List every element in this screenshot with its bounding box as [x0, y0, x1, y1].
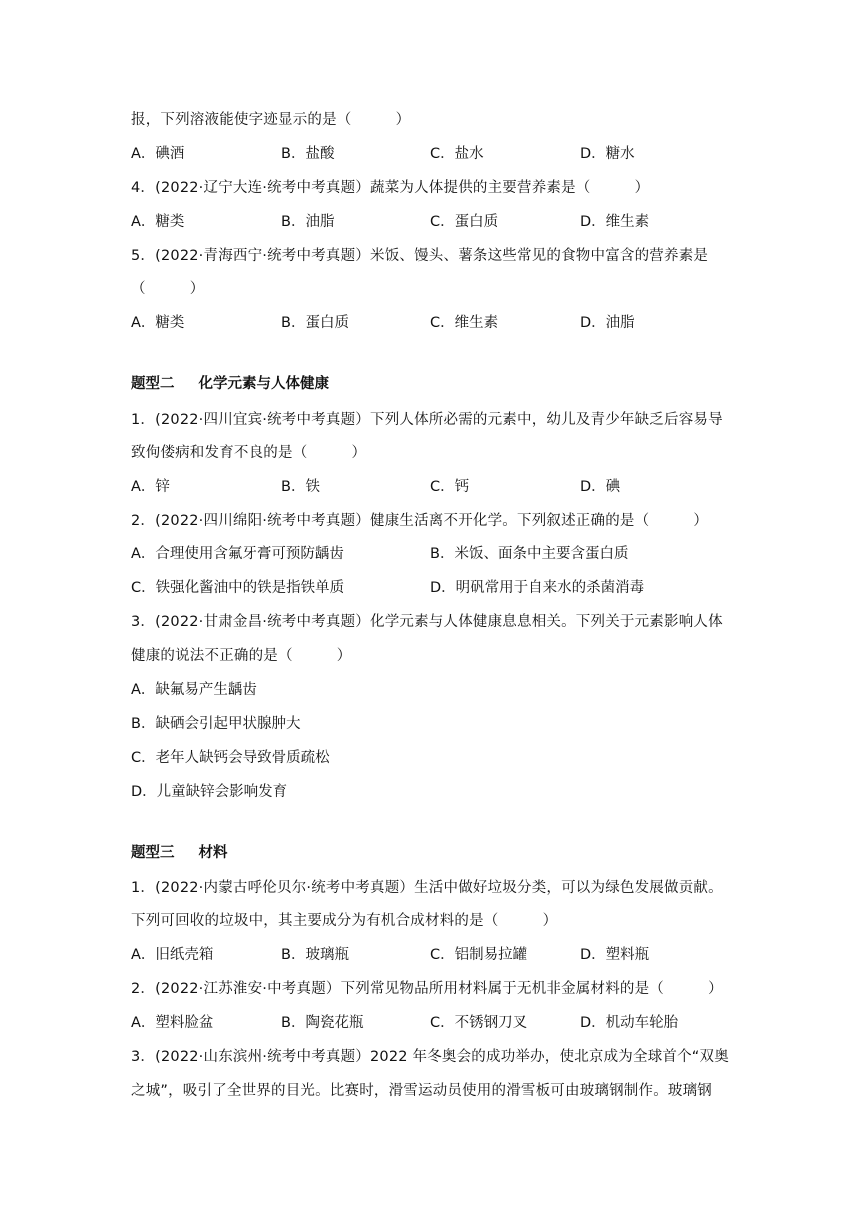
option-d: D．明矾常用于自来水的杀菌消毒 [430, 580, 645, 596]
section-heading [131, 374, 329, 394]
option-b: B．玻璃瓶 [281, 947, 349, 963]
option-a: A．旧纸壳箱 [131, 947, 214, 963]
option-c: C．不锈钢刀叉 [430, 1015, 528, 1031]
option-d: D．糖水 [580, 146, 635, 162]
option-a: A．糖类 [131, 214, 185, 230]
question-stem: 下列可回收的垃圾中，其主要成分为有机合成材料的是（ ） [131, 913, 558, 929]
question-stem: （ ） [131, 281, 205, 297]
question-stem: 健康的说法不正确的是（ ） [131, 648, 352, 664]
option-b: B．米饭、面条中主要含蛋白质 [430, 546, 629, 562]
option-a: A．糖类 [131, 315, 185, 331]
question-stem: 2．(2022·四川绵阳·统考中考真题）健康生活离不开化学。下列叙述正确的是（ ） [131, 513, 709, 529]
question-stem: 1．(2022·四川宜宾·统考中考真题）下列人体所必需的元素中，幼儿及青少年缺乏后容易导 [131, 412, 723, 428]
section-title: 化学元素与人体健康 [198, 376, 329, 392]
question-stem: 之城”，吸引了全世界的目光。比赛时，滑雪运动员使用的滑雪板可由玻璃钢制作。玻璃钢 [131, 1083, 713, 1099]
option-d: D．碘 [580, 479, 621, 495]
option-b: B．盐酸 [281, 146, 335, 162]
section-title: 材料 [198, 845, 228, 861]
intro-line: 报，下列溶液能使字迹显示的是（ ） [131, 112, 411, 128]
question-stem: 4．(2022·辽宁大连·统考中考真题）蔬菜为人体提供的主要营养素是（ ） [131, 180, 650, 196]
question-stem: 1．(2022·内蒙古呼伦贝尔·统考中考真题）生活中做好垃圾分类，可以为绿色发展做贡献。 [131, 880, 723, 896]
question-stem: 2．(2022·江苏淮安·中考真题）下列常见物品所用材料属于无机非金属材料的是（ ） [131, 981, 723, 997]
option-a: A．塑料脸盆 [131, 1015, 214, 1031]
option-c: C．维生素 [430, 315, 499, 331]
option-a: A．合理使用含氟牙膏可预防龋齿 [131, 546, 344, 562]
option-c: C．钙 [430, 479, 470, 495]
question-stem: 3．(2022·甘肃金昌·统考中考真题）化学元素与人体健康息息相关。下列关于元素影响人体 [131, 614, 723, 630]
option-d: D．儿童缺锌会影响发育 [131, 784, 288, 800]
option-d: D．维生素 [580, 214, 650, 230]
option-b: B．铁 [281, 479, 320, 495]
option-a: A．碘酒 [131, 146, 185, 162]
option-c: C．盐水 [430, 146, 484, 162]
option-b: B．蛋白质 [281, 315, 349, 331]
option-a: A．锌 [131, 479, 170, 495]
option-d: D．塑料瓶 [580, 947, 650, 963]
question-stem: 3．(2022·山东滨州·统考中考真题）2022 年冬奥会的成功举办，使北京成为全球首个“双奥 [131, 1049, 729, 1065]
option-c: C．铝制易拉罐 [430, 947, 528, 963]
option-c: C．蛋白质 [430, 214, 499, 230]
option-b: B．缺硒会引起甲状腺肿大 [131, 716, 301, 732]
section-heading [131, 843, 228, 863]
option-a: A．缺氟易产生龋齿 [131, 682, 257, 698]
option-b: B．陶瓷花瓶 [281, 1015, 364, 1031]
option-d: D．机动车轮胎 [580, 1015, 679, 1031]
question-stem: 致佝偻病和发育不良的是（ ） [131, 445, 367, 461]
option-c: C．铁强化酱油中的铁是指铁单质 [131, 580, 345, 596]
option-c: C．老年人缺钙会导致骨质疏松 [131, 750, 330, 766]
section-number: 题型三 [131, 845, 175, 861]
question-stem: 5．(2022·青海西宁·统考中考真题）米饭、馒头、薯条这些常见的食物中富含的营养素是 [131, 248, 709, 264]
section-number: 题型二 [131, 376, 175, 392]
option-d: D．油脂 [580, 315, 635, 331]
option-b: B．油脂 [281, 214, 335, 230]
